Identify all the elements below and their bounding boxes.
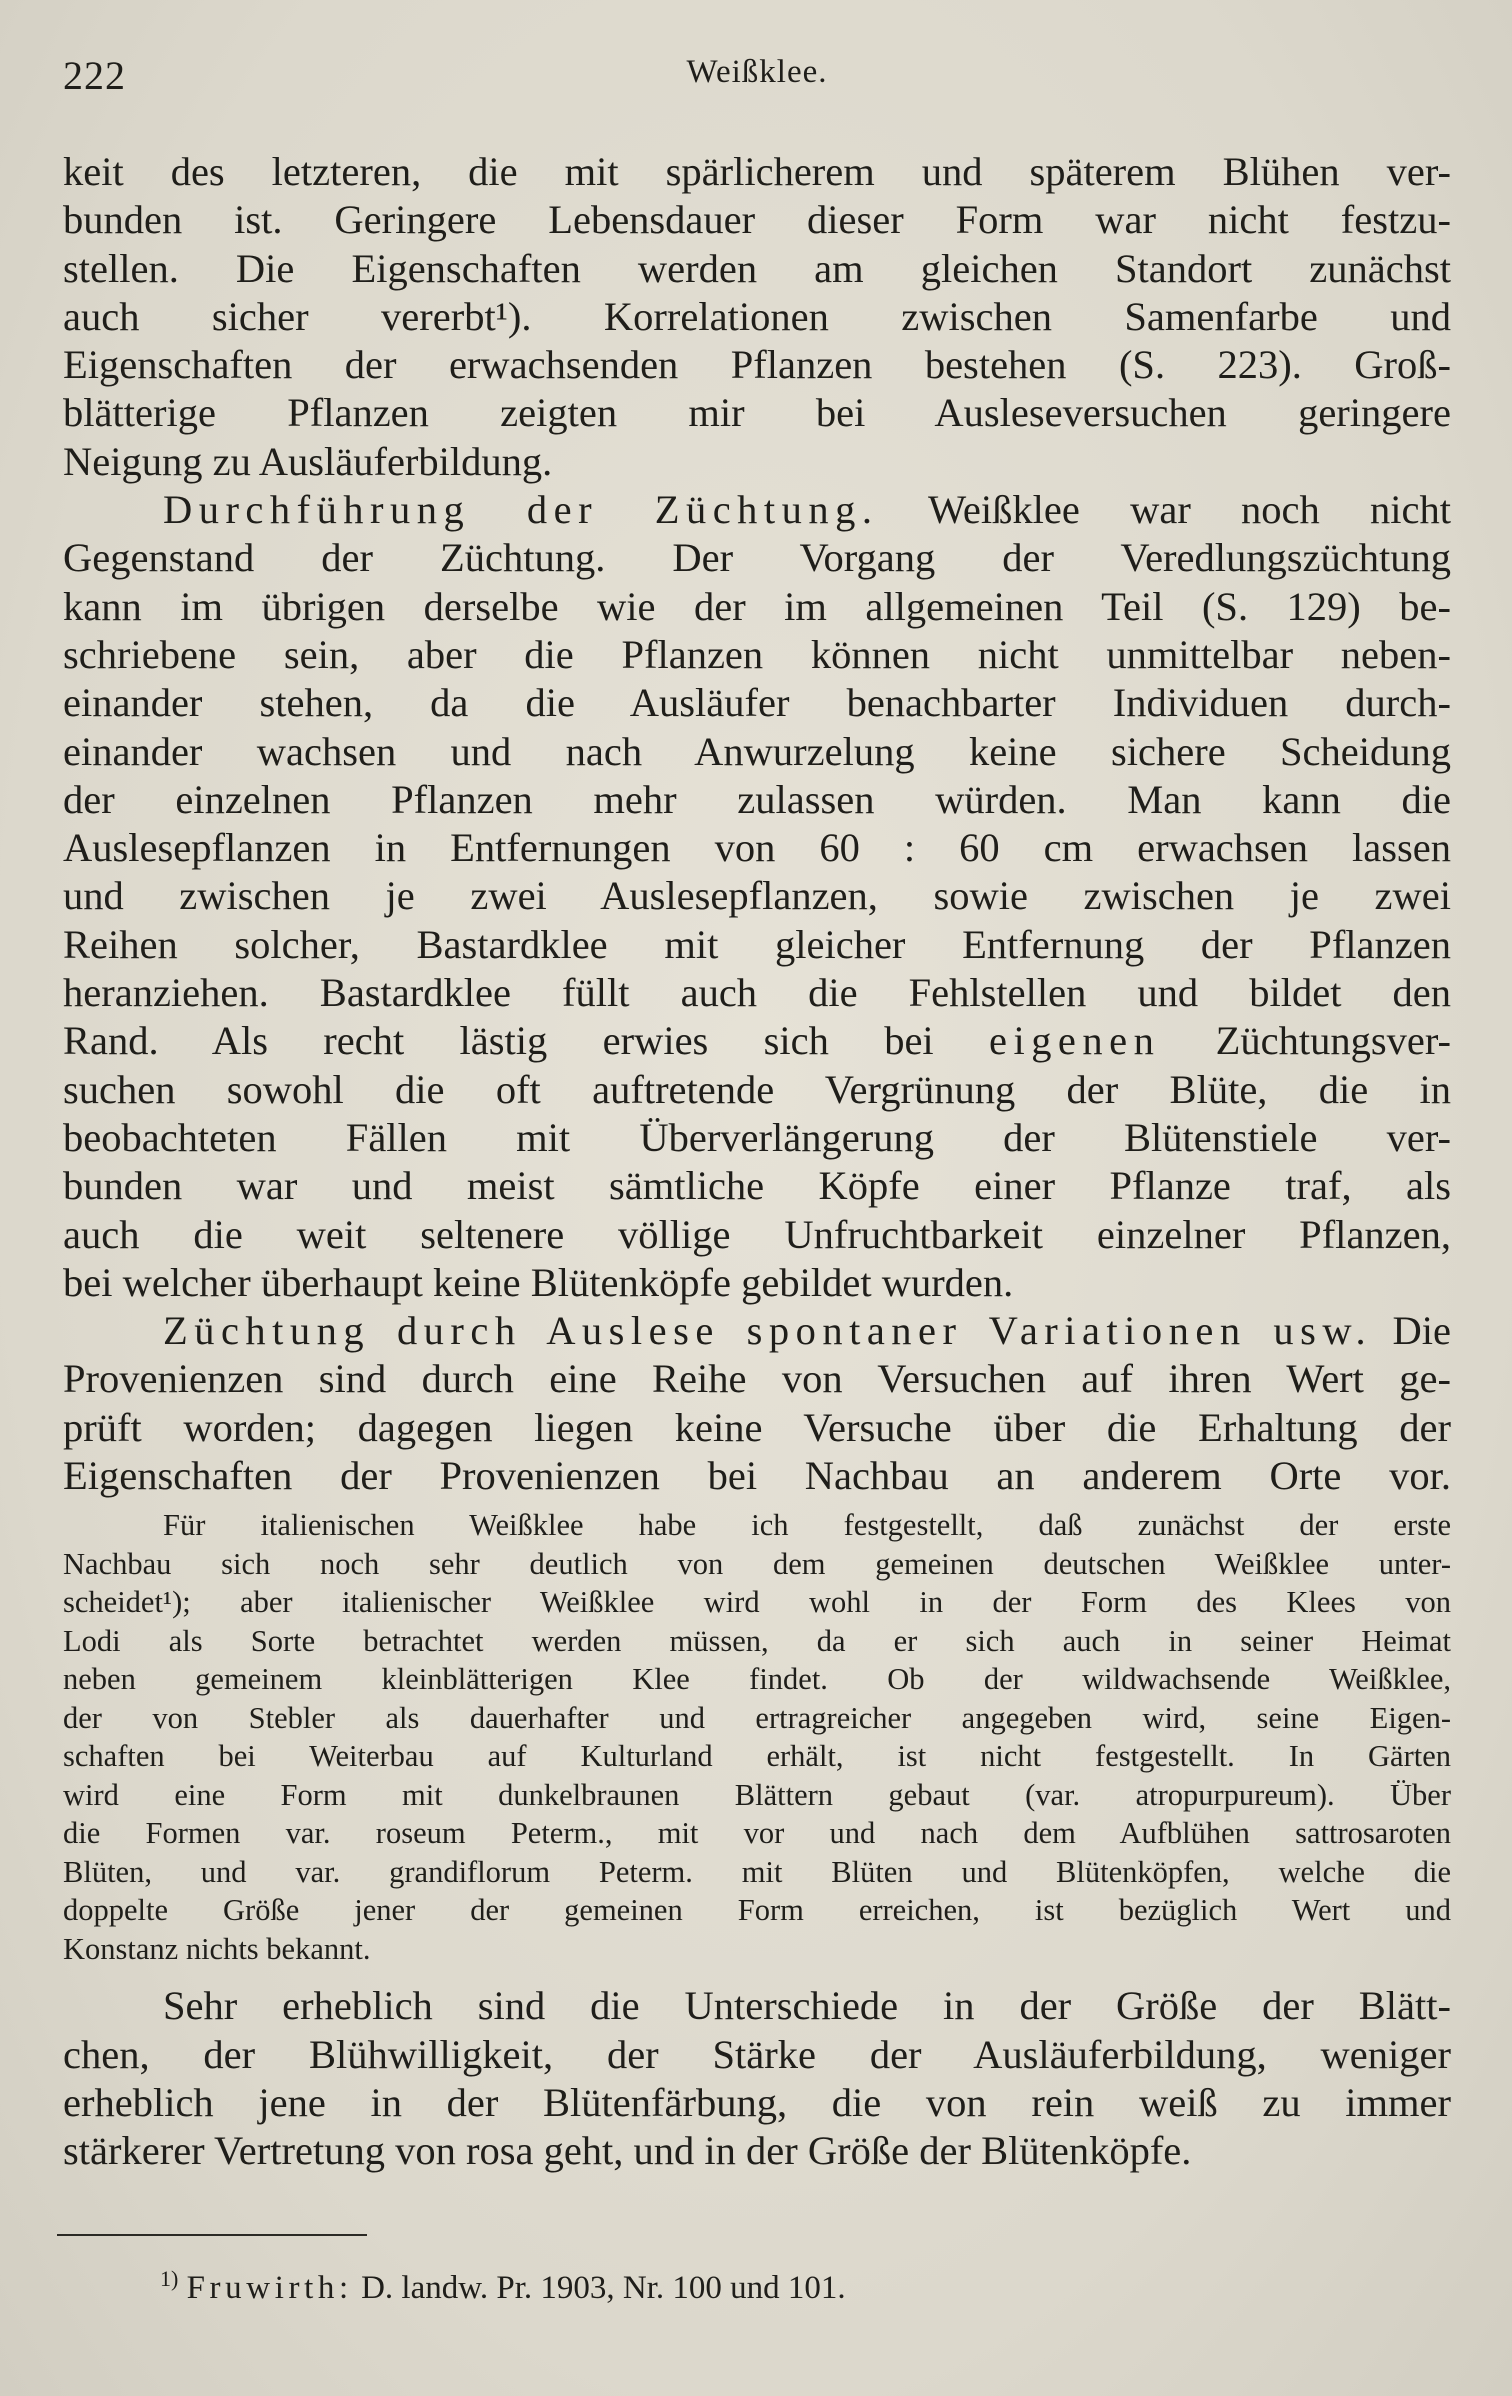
text-line: beobachteten Fällen mit Überverlängerung der Blütenstiele ver-: [63, 1114, 1451, 1160]
footnote-author: Fruwirth:: [186, 2270, 353, 2306]
text-line: suchen sowohl die oft auftretende Vergrünung der Blüte, die in: [63, 1066, 1451, 1112]
text-line: prüft worden; dagegen liegen keine Versuche über die Erhaltung der: [63, 1404, 1451, 1450]
section-heading: Züchtung durch Auslese spontaner Variationen usw.: [163, 1308, 1373, 1354]
note-line: Blüten, und var. grandiflorum Peterm. mit Blüten und Blütenköpfen, welche die: [63, 1854, 1451, 1889]
note-line: der von Stebler als dauerhafter und ertragreicher angegeben wird, seine Eigen-: [63, 1700, 1451, 1735]
text-line: keit des letzteren, die mit spärlicherem und späterem Blühen ver-: [63, 149, 1451, 194]
emphasized-word: eigenen: [989, 1018, 1161, 1064]
text-line: [63, 486, 1451, 534]
note-line: Nachbau sich noch sehr deutlich von dem gemeinen deutschen Weißklee unter-: [63, 1546, 1451, 1581]
text-line: Auslesepflanzen in Entfernungen von 60 : 60 cm erwachsen lassen: [63, 825, 1451, 871]
paragraph-1: [63, 148, 1451, 486]
page-number: 222: [63, 53, 126, 98]
text-line: Eigenschaften der Provenienzen bei Nachbau an anderem Orte vor.: [63, 1453, 1451, 1499]
text-line: [63, 1307, 1451, 1355]
text-line: erheblich jene in der Blütenfärbung, die von rein weiß zu immer: [63, 2079, 1451, 2125]
page-header: [63, 52, 1451, 102]
text-line: blätterige Pflanzen zeigten mir bei Ausleseversuchen geringere: [63, 390, 1451, 436]
running-title: Weißklee.: [686, 54, 828, 90]
text-line: Sehr erheblich sind die Unterschiede in der Größe der Blätt-: [163, 1983, 1451, 2029]
text-line: und zwischen je zwei Auslesepflanzen, sowie zwischen je zwei: [63, 873, 1451, 919]
note-line: neben gemeinem kleinblätterigen Klee findet. Ob der wildwachsende Weißklee,: [63, 1662, 1451, 1697]
text-line: Reihen solcher, Bastardklee mit gleicher Entfernung der Pflanzen: [63, 921, 1451, 967]
text-line: heranziehen. Bastardklee füllt auch die Fehlstellen und bildet den: [63, 970, 1451, 1016]
note-line: doppelte Größe jener der gemeinen Form erreichen, ist bezüglich Wert und: [63, 1893, 1451, 1928]
text-line: chen, der Blühwilligkeit, der Stärke der Ausläuferbildung, weniger: [63, 2031, 1451, 2077]
text-line: bunden ist. Geringere Lebensdauer dieser Form war nicht festzu-: [63, 197, 1451, 243]
text-line: stärkerer Vertretung von rosa geht, und in der Größe der Blütenköpfe.: [63, 2128, 1192, 2174]
paragraph-2: [63, 486, 1451, 1307]
paragraph-3: [63, 1307, 1451, 1500]
note-line: wird eine Form mit dunkelbraunen Blättern gebaut (var. atropurpureum). Über: [63, 1777, 1451, 1812]
text-line: stellen. Die Eigenschaften werden am gleichen Standort zunächst: [63, 245, 1451, 291]
text-line: Provenienzen sind durch eine Reihe von Versuchen auf ihren Wert ge-: [63, 1356, 1451, 1402]
text-line: Eigenschaften der erwachsenden Pflanzen bestehen (S. 223). Groß-: [63, 342, 1451, 388]
text-line: bei welcher überhaupt keine Blütenköpfe gebildet wurden.: [63, 1259, 1014, 1305]
page-body: [63, 148, 1451, 2176]
text-line: einander stehen, da die Ausläufer benachbarter Individuen durch-: [63, 680, 1451, 726]
text-line: Gegenstand der Züchtung. Der Vorgang der Veredlungszüchtung: [63, 535, 1451, 581]
note-line: Konstanz nichts bekannt.: [63, 1931, 371, 1966]
small-print-note: [63, 1506, 1451, 1968]
text-fragment: Züchtungsver-: [1215, 1018, 1452, 1064]
text-fragment: Rand. Als recht lästig erwies sich bei: [63, 1018, 934, 1064]
section-heading: Durchführung der Züchtung.: [163, 487, 879, 533]
text-line: kann im übrigen derselbe wie der im allgemeinen Teil (S. 129) be-: [63, 583, 1451, 629]
text-fragment: Weißklee war noch nicht: [927, 487, 1451, 533]
text-line: der einzelnen Pflanzen mehr zulassen würden. Man kann die: [63, 776, 1451, 822]
text-line: einander wachsen und nach Anwurzelung keine sichere Scheidung: [63, 728, 1451, 774]
paragraph-4: [63, 1982, 1451, 2175]
text-line: auch sicher vererbt¹). Korrelationen zwischen Samenfarbe und: [63, 293, 1451, 339]
footnote-divider: [57, 2234, 367, 2236]
footnote-marker: 1): [160, 2266, 179, 2291]
note-line: schaften bei Weiterbau auf Kulturland erhält, ist nicht festgestellt. In Gärten: [63, 1739, 1451, 1774]
text-line: auch die weit seltenere völlige Unfruchtbarkeit einzelner Pflanzen,: [63, 1211, 1451, 1257]
text-line: bunden war und meist sämtliche Köpfe einer Pflanze traf, als: [63, 1163, 1451, 1209]
text-fragment: Die: [1392, 1308, 1452, 1354]
text-line: Neigung zu Ausläuferbildung.: [63, 438, 553, 484]
text-line: [63, 1017, 1451, 1065]
note-line: scheidet¹); aber italienischer Weißklee wird wohl in der Form des Klees von: [63, 1585, 1451, 1620]
footnote: [160, 2266, 846, 2307]
note-line: die Formen var. roseum Peterm., mit vor und nach dem Aufblühen sattrosaroten: [63, 1816, 1451, 1851]
text-line: schriebene sein, aber die Pflanzen können nicht unmittelbar neben-: [63, 631, 1451, 677]
note-line: Lodi als Sorte betrachtet werden müssen, da er sich auch in seiner Heimat: [63, 1623, 1451, 1658]
footnote-citation: D. landw. Pr. 1903, Nr. 100 und 101.: [361, 2270, 846, 2306]
note-line: Für italienischen Weißklee habe ich festgestellt, daß zunächst der erste: [163, 1508, 1451, 1543]
